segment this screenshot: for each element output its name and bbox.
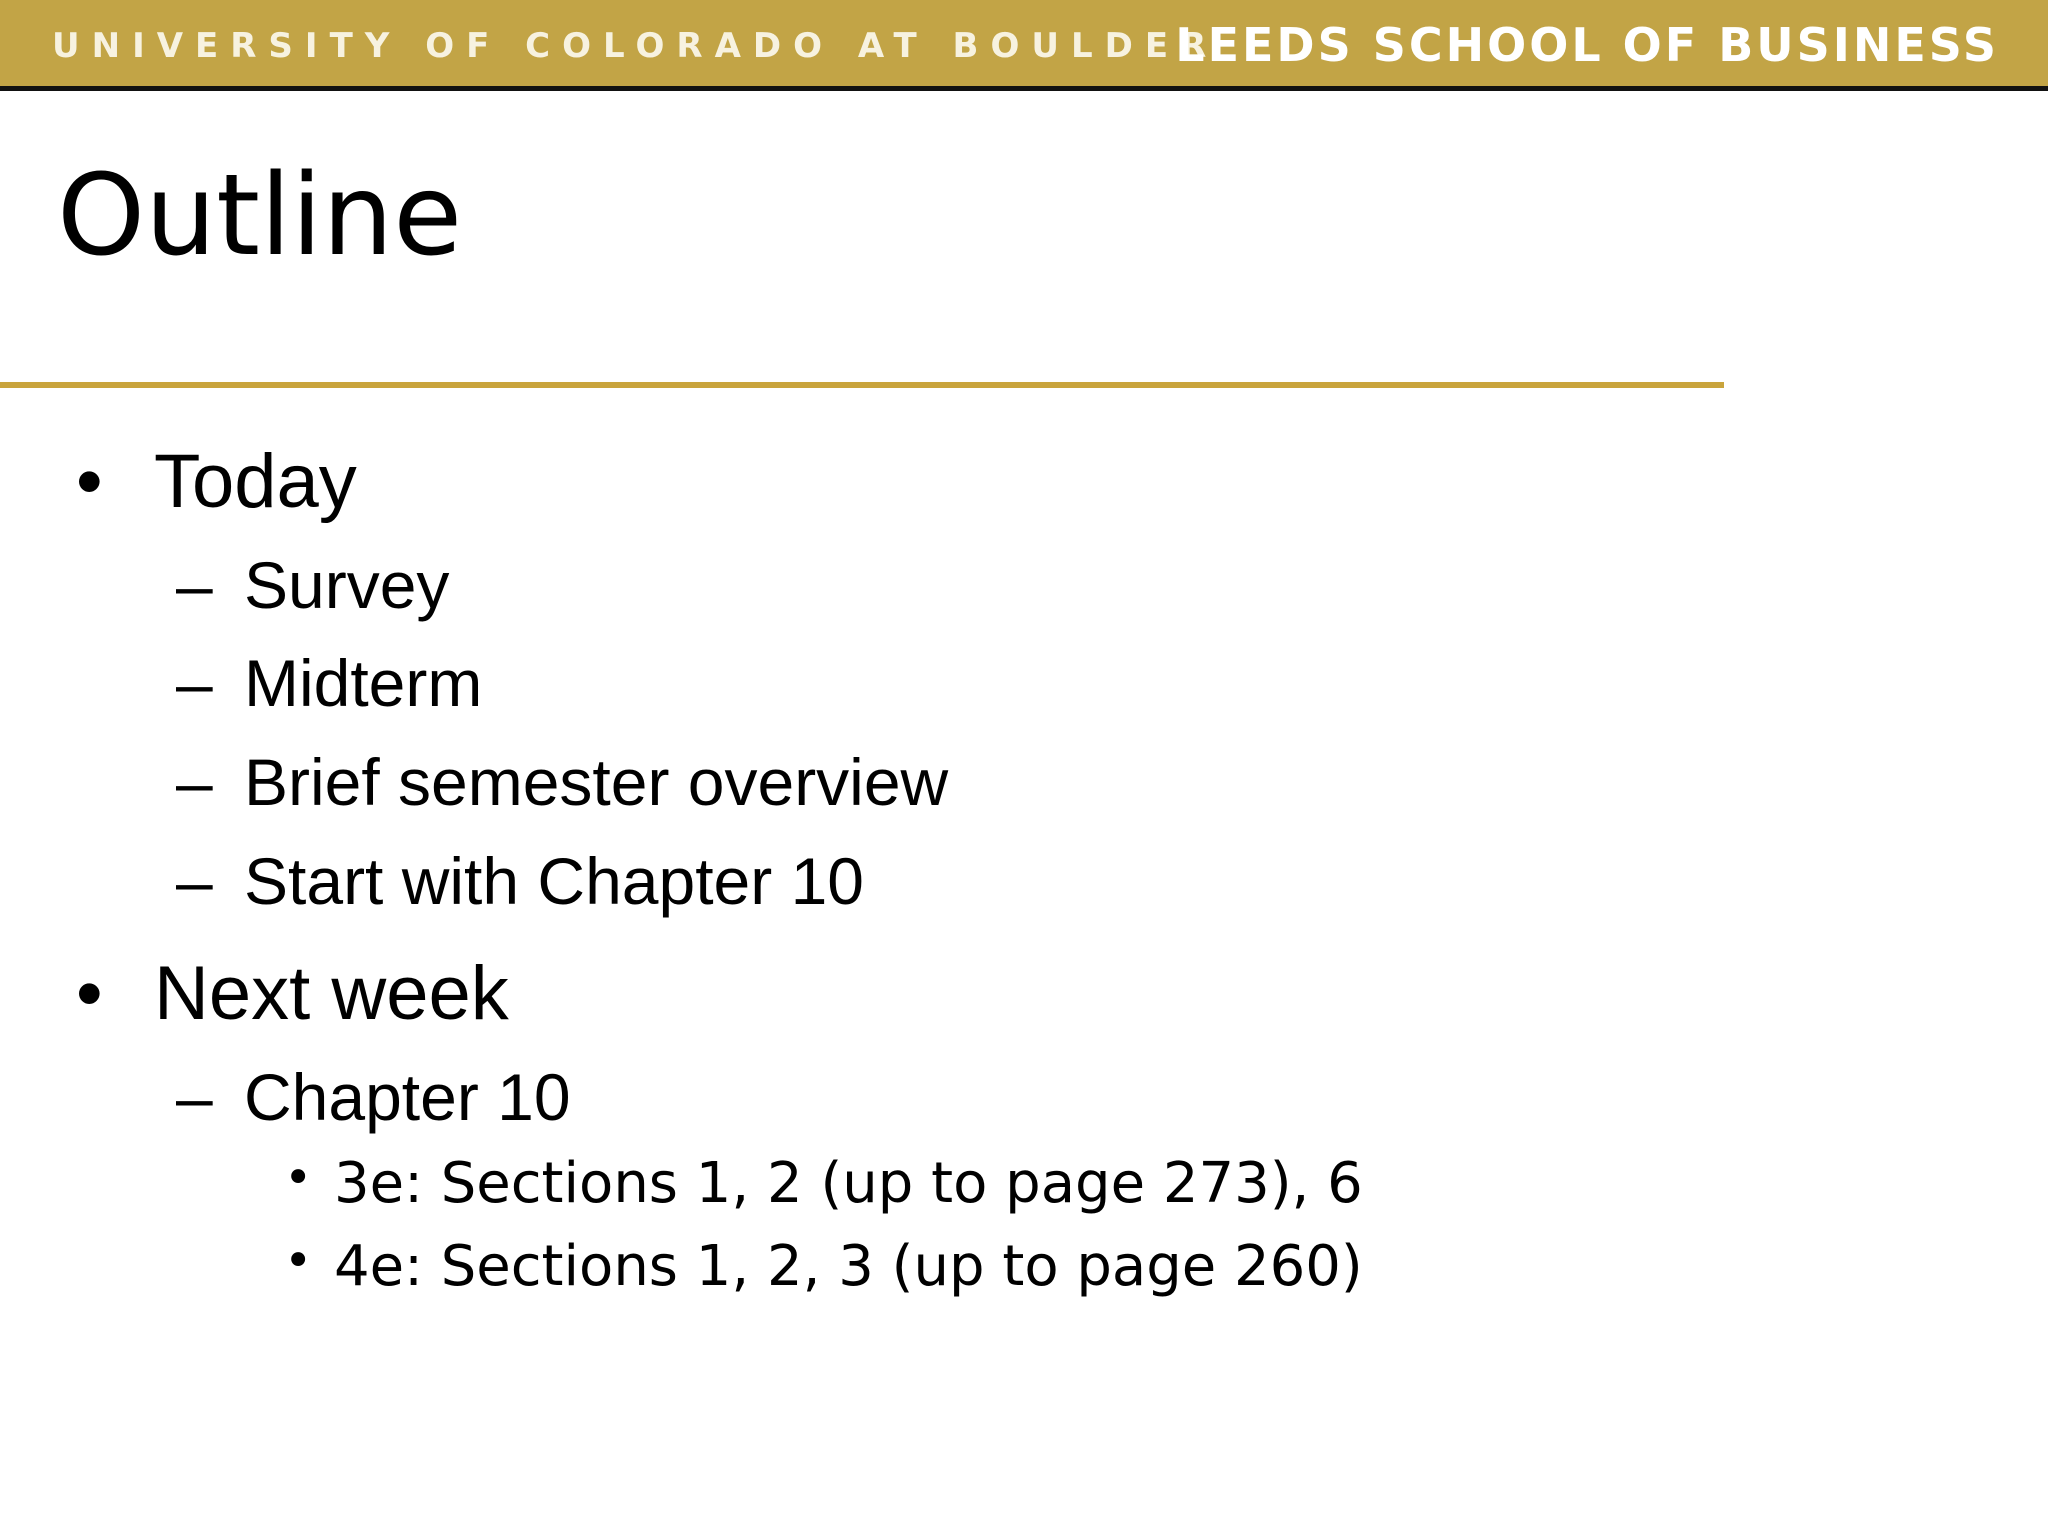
dash-marker: –	[176, 548, 213, 622]
bullet-marker: •	[76, 951, 103, 1036]
school-name: LEEDS SCHOOL OF BUSINESS	[1175, 18, 1999, 72]
bullet-next-week: Next week	[154, 951, 509, 1036]
dash-marker: –	[176, 844, 213, 918]
small-bullet-marker: •	[284, 1233, 313, 1289]
small-bullet-marker: •	[284, 1150, 313, 1206]
slide-title: Outline	[57, 151, 463, 281]
reading-3e: 3e: Sections 1, 2 (up to page 273), 6	[334, 1151, 1363, 1216]
sub-bullet-chapter-10: Chapter 10	[244, 1060, 571, 1134]
reading-4e: 4e: Sections 1, 2, 3 (up to page 260)	[334, 1234, 1363, 1299]
dash-marker: –	[176, 745, 213, 819]
sub-bullet-chapter-start: Start with Chapter 10	[244, 844, 864, 918]
sub-bullet-midterm: Midterm	[244, 646, 483, 720]
sub-bullet-overview: Brief semester overview	[244, 745, 949, 819]
sub-bullet-survey: Survey	[244, 548, 450, 622]
title-divider	[0, 382, 1724, 388]
university-name: UNIVERSITY OF COLORADO AT BOULDER	[52, 26, 1219, 66]
bullet-marker: •	[76, 439, 103, 524]
dash-marker: –	[176, 646, 213, 720]
header-banner	[0, 0, 2048, 91]
bullet-today: Today	[154, 439, 357, 524]
dash-marker: –	[176, 1060, 213, 1134]
